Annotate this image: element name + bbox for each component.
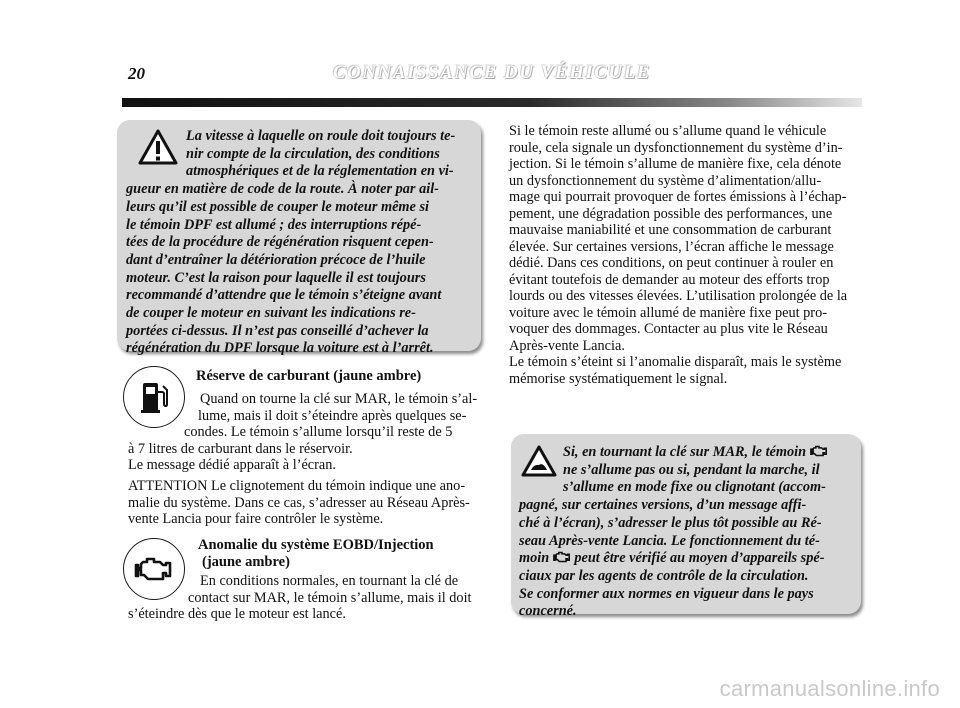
fuel-body [128, 391, 478, 474]
fuel-attention [128, 478, 478, 528]
text-line: un dysfonctionnement du système d’alimentation/allu- [509, 172, 822, 189]
text-line: s’allume en mode fixe ou clignotant (accom- [563, 479, 826, 496]
engine-check-icon [810, 444, 828, 458]
text-line: atmosphériques et de la réglementation en vi- [186, 163, 454, 180]
text-line: ne s’allume pas ou si, pendant la marche, il [563, 461, 820, 478]
eobd-heading [198, 537, 434, 570]
text-line: moteur. C’est la raison pour laquelle il est toujours [126, 269, 426, 286]
text-line: régénération du DPF lorsque la voiture est à l’arrêt. [126, 340, 434, 357]
text-line: mémorise systématiquement le signal. [509, 370, 728, 387]
engine-check-icon [553, 550, 571, 564]
fuel-heading: Réserve de carburant (jaune ambre) [196, 368, 422, 384]
text-line: mauvaise maniabilité et une consommation de carburant [509, 222, 832, 238]
text-line: à 7 litres de carburant dans le réservoir. [128, 440, 353, 457]
warning-text-speed [126, 128, 470, 358]
text-line: élevée. Sur certaines versions, l’écran affiche le message [509, 238, 834, 255]
text-line: dédié. Dans ces conditions, on peut continuer à rouler en [509, 255, 834, 271]
text-line: pement, une dégradation possible des performances, une [509, 205, 833, 222]
eobd-body [128, 573, 478, 623]
text-line: concerné. [519, 603, 577, 620]
text-line [563, 444, 853, 462]
text-line: pagné, sur certaines versions, d’un message affi- [519, 497, 807, 514]
text-line: ché à l’écran), s’adresser le plus tôt possible au Ré- [519, 514, 822, 531]
text-line: roule, cela signale un dysfonctionnement du système d’in- [509, 139, 843, 156]
text-line: voquer des dommages. Contacter au plus vite le Réseau [509, 321, 828, 337]
text-line: gueur en matière de code de la route. À noter par ail- [126, 181, 439, 198]
text-line: Se conformer aux normes en vigueur dans le pays [519, 585, 814, 602]
text-line: de couper le moteur en suivant les indications re- [126, 305, 416, 322]
text-line: s’éteindre dès que le moteur est lancé. [128, 606, 346, 622]
text-line: Si le témoin reste allumé ou s’allume quand le véhicule [509, 123, 827, 139]
text-line: condes. Le témoin s’allume lorsqu’il reste de 5 [184, 424, 453, 440]
eobd-heading-line1: Anomalie du système EOBD/Injection [198, 537, 434, 553]
header-rule [122, 98, 862, 107]
text-line: ciaux par les agents de contrôle de la circulation. [519, 567, 809, 584]
text-line: portées ci-dessus. Il n’est pas conseillé d’achever la [126, 322, 429, 339]
text-line: seau Après-vente Lancia. Le fonctionnement du té- [519, 532, 820, 549]
page-number: 20 [128, 64, 145, 83]
text-line: contact sur MAR, le témoin s’allume, mais il doit [188, 589, 472, 606]
warning-text-eobd [519, 444, 853, 621]
text-line: lume, mais il doit s’éteindre après quelques se- [198, 407, 467, 424]
text-line: mage qui pourrait provoquer de fortes émissions à l’échap- [509, 189, 847, 205]
text-line-fragment: peut être vérifié au moyen d’appareils spé- [574, 550, 825, 567]
text-line: voiture avec le témoin allumé de manière fixe peut pro- [509, 304, 827, 321]
text-line: Quand on tourne la clé sur MAR, le témoin s’al- [200, 391, 478, 407]
text-line: le témoin DPF est allumé ; des interruptions répé- [126, 216, 422, 233]
eobd-heading-line2: (jaune ambre) [202, 553, 290, 570]
text-line-fragment: moin [519, 550, 550, 567]
text-line: dant d’entraîner la détérioration précoce de l’huile [126, 251, 426, 268]
text-line: tées de la procédure de régénération risquent cepen- [126, 234, 434, 251]
text-line-fragment: Si, en tournant la clé sur MAR, le témoin [563, 444, 807, 460]
text-line: Le témoin s’éteint si l’anomalie disparaît, mais le système [509, 354, 842, 370]
section-title: CONNAISSANCE DU VÉHICULE [333, 62, 651, 83]
text-line: nir compte de la circulation, des conditions [186, 145, 440, 162]
text-line: ATTENTION Le clignotement du témoin indique une ano- [128, 478, 466, 494]
text-line [519, 550, 853, 568]
text-line: évitant toutefois de demander au moteur des efforts trop [509, 271, 830, 288]
text-line: La vitesse à laquelle on roule doit toujours te- [186, 128, 456, 144]
text-line: vente Lancia pour faire contrôler le système. [128, 511, 384, 527]
right-column-text [509, 123, 860, 387]
watermark: carmanualsonline.info [719, 676, 940, 701]
text-line: jection. Si le témoin s’allume de manière fixe, cela dénote [509, 156, 842, 172]
text-line: En conditions normales, en tournant la clé de [200, 573, 459, 589]
text-line: leurs qu’il est possible de couper le moteur même si [126, 198, 429, 215]
text-line: Après-vente Lancia. [509, 337, 625, 354]
text-line: recommandé d’attendre que le témoin s’éteigne avant [126, 287, 442, 304]
text-line: Le message dédié apparaît à l’écran. [128, 457, 336, 473]
text-line: malie du système. Dans ce cas, s’adresser au Réseau Après- [128, 494, 470, 511]
text-line: lourds ou des vitesses élevées. L’utilisation prolongée de la [509, 288, 848, 304]
